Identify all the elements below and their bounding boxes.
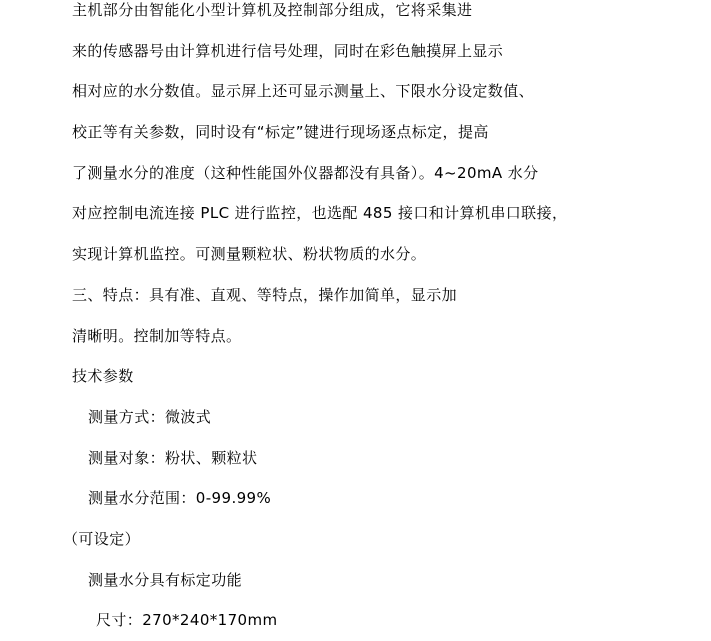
spec-measure-method: 测量方式：微波式 (88, 407, 212, 426)
body-text-line: 相对应的水分数值。显示屏上还可显示测量上、下限水分设定数值、 (72, 82, 535, 101)
body-text-line: 实现计算机监控。可测量颗粒状、粉状物质的水分。 (72, 245, 427, 264)
body-text-line: 了测量水分的准度（这种性能国外仪器都没有具备）。4~20mA 水分 (72, 163, 539, 182)
features-text-line: 三、特点：具有准、直观、等特点，操作加简单，显示加 (72, 285, 458, 304)
body-text-line: 主机部分由智能化小型计算机及控制部分组成，它将采集进 (72, 1, 473, 19)
spec-moisture-range: 测量水分范围：0-99.99% (88, 489, 272, 508)
spec-settable-note: （可设定） (63, 529, 141, 548)
body-text-line: 校正等有关参数，同时设有“标定”键进行现场逐点标定，提高 (72, 123, 489, 142)
features-text-line: 清晰明。控制加等特点。 (72, 326, 242, 345)
spec-calibration-note: 测量水分具有标定功能 (88, 570, 243, 589)
body-text-line: 来的传感器号由计算机进行信号处理，同时在彩色触摸屏上显示 (72, 41, 504, 60)
tech-params-heading: 技术参数 (72, 367, 134, 386)
spec-measure-object: 测量对象：粉状、颗粒状 (88, 448, 258, 467)
spec-dimensions: 尺寸：270*240*170mm (96, 611, 278, 630)
body-text-line: 对应控制电流连接 PLC 进行监控，也选配 485 接口和计算机串口联接， (72, 204, 568, 223)
